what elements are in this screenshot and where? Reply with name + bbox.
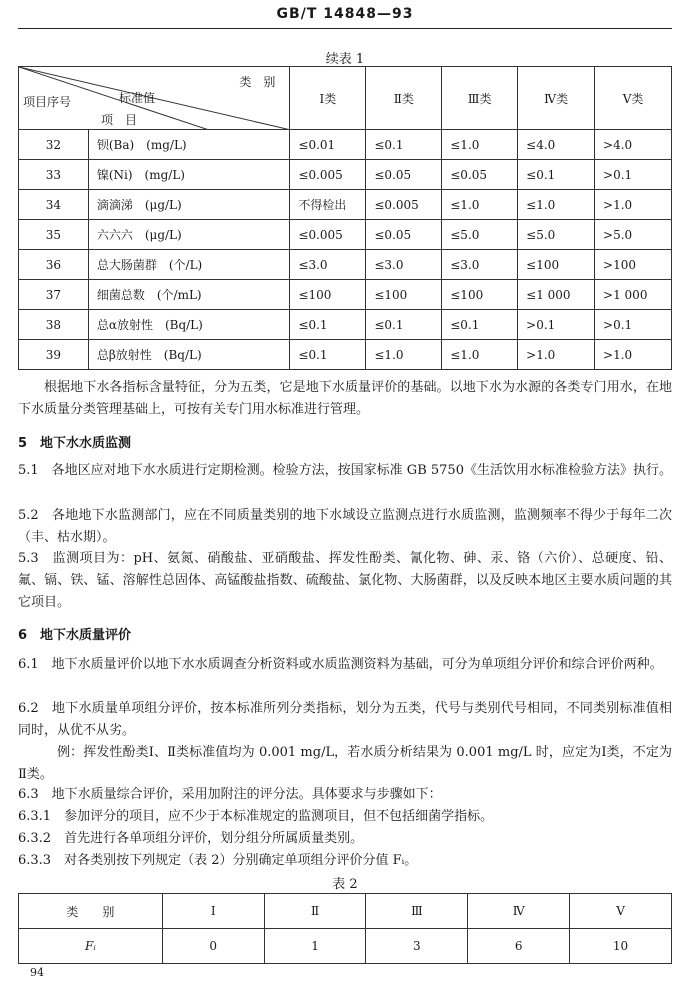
- item-name: 总β放射性 (Bq/L): [88, 340, 290, 370]
- category-3: Ⅲ: [366, 894, 468, 929]
- category-label: 类 别: [19, 894, 163, 929]
- value-class-4: ≤1 000: [518, 280, 595, 310]
- score-2: 1: [264, 929, 366, 964]
- row-number: 32: [19, 130, 89, 160]
- value-class-5: >0.1: [595, 160, 672, 190]
- class-header-1: Ⅰ类: [290, 67, 366, 130]
- page-number: 94: [30, 966, 44, 979]
- score-5: 10: [570, 929, 672, 964]
- clause-6-3: 6.3 地下水质量综合评价，采用加附注的评分法。具体要求与步骤如下：: [18, 787, 442, 802]
- row-number: 36: [19, 250, 89, 280]
- value-class-3: ≤0.05: [442, 160, 518, 190]
- value-class-5: >5.0: [595, 220, 672, 250]
- item-name: 钡(Ba) (mg/L): [88, 130, 290, 160]
- clause-5-3: 5.3 监测项目为：pH、氨氮、硝酸盐、亚硝酸盐、挥发性酚类、氰化物、砷、汞、铬（六价）、总硬度、铅、氟、镉、铁、锰、溶解性总固体、高锰酸盐指数、硫酸盐、氯化物、大肠菌群，以及反映本地区主要水质问题的其它项目。: [18, 551, 672, 610]
- value-class-3: ≤5.0: [442, 220, 518, 250]
- value-class-4: >0.1: [518, 310, 595, 340]
- intro-paragraph: 根据地下水各指标含量特征，分为五类，它是地下水质量评价的基础。以地下水为水源的各类专门用水，在地下水质量分类管理基础上，可按有关专门用水标准进行管理。: [18, 380, 672, 417]
- header-rule: [18, 28, 672, 29]
- value-class-5: >4.0: [595, 130, 672, 160]
- clause-6-3-1: 6.3.1 参加评分的项目，应不少于本标准规定的监测项目，但不包括细菌学指标。: [18, 809, 494, 824]
- value-class-3: ≤100: [442, 280, 518, 310]
- class-header-3: Ⅲ类: [442, 67, 518, 130]
- table-row: [19, 250, 672, 280]
- value-class-5: >1 000: [595, 280, 672, 310]
- value-class-1: ≤0.005: [290, 220, 366, 250]
- value-class-3: ≤1.0: [442, 130, 518, 160]
- value-class-3: ≤3.0: [442, 250, 518, 280]
- table-row: [19, 160, 672, 190]
- row-number: 34: [19, 190, 89, 220]
- value-class-1: 不得检出: [290, 190, 366, 220]
- table-row: [19, 190, 672, 220]
- clause-6-3-2: 6.3.2 首先进行各单项组分评价，划分组分所属质量类别。: [18, 831, 364, 846]
- value-class-4: ≤5.0: [518, 220, 595, 250]
- category-2: Ⅱ: [264, 894, 366, 929]
- item-name: 滴滴涕 (μg/L): [88, 190, 290, 220]
- category-4: Ⅳ: [468, 894, 570, 929]
- class-header-5: Ⅴ类: [595, 67, 672, 130]
- value-class-2: ≤0.005: [366, 190, 442, 220]
- value-class-2: ≤100: [366, 280, 442, 310]
- header-value-label: 标准值: [119, 91, 156, 105]
- score-table: [18, 893, 672, 964]
- score-4: 6: [468, 929, 570, 964]
- value-class-5: >1.0: [595, 190, 672, 220]
- table-row: [19, 340, 672, 370]
- header-category-label: 类 别: [239, 75, 276, 89]
- table-row: [19, 220, 672, 250]
- header-item-label: 项 目: [101, 113, 138, 127]
- score-1: 0: [162, 929, 264, 964]
- score-label: Fᵢ: [19, 929, 163, 964]
- table-row: [19, 310, 672, 340]
- table2-category-row: [19, 894, 672, 929]
- item-name: 细菌总数 (个/mL): [88, 280, 290, 310]
- item-name: 六六六 (μg/L): [88, 220, 290, 250]
- value-class-3: ≤0.1: [442, 310, 518, 340]
- row-number: 39: [19, 340, 89, 370]
- item-name: 总大肠菌群 (个/L): [88, 250, 290, 280]
- value-class-4: >1.0: [518, 340, 595, 370]
- value-class-2: ≤1.0: [366, 340, 442, 370]
- value-class-3: ≤1.0: [442, 340, 518, 370]
- table1-caption: 续表 1: [325, 52, 365, 67]
- value-class-5: >1.0: [595, 340, 672, 370]
- clause-5-2: 5.2 各地地下水监测部门，应在不同质量类别的地下水域设立监测点进行水质监测，监测频率不得少于每年二次（丰、枯水期）。: [18, 508, 672, 545]
- clause-6-2: 6.2 地下水质量单项组分评价，按本标准所列分类指标，划分为五类，代号与类别代号相同，不同类别标准值相同时，从优不从劣。: [18, 701, 672, 738]
- table2-score-row: [19, 929, 672, 964]
- value-class-5: >0.1: [595, 310, 672, 340]
- value-class-2: ≤3.0: [366, 250, 442, 280]
- table-row: [19, 130, 672, 160]
- section-5-title: 5 地下水水质监测: [18, 436, 132, 451]
- clause-6-2-example: 例：挥发性酚类Ⅰ、Ⅱ类标准值均为 0.001 mg/L，若水质分析结果为 0.001 mg/L 时，应定为Ⅰ类，不定为Ⅱ类。: [18, 745, 672, 782]
- value-class-4: ≤100: [518, 250, 595, 280]
- row-number: 35: [19, 220, 89, 250]
- standard-header: GB/T 14848—93: [276, 6, 414, 22]
- value-class-3: ≤1.0: [442, 190, 518, 220]
- score-3: 3: [366, 929, 468, 964]
- clause-6-3-3: 6.3.3 对各类别按下列规定（表 2）分别确定单项组分评价分值 Fᵢ。: [18, 853, 418, 868]
- class-header-4: Ⅳ类: [518, 67, 595, 130]
- value-class-1: ≤0.1: [290, 310, 366, 340]
- value-class-4: ≤0.1: [518, 160, 595, 190]
- row-number: 33: [19, 160, 89, 190]
- value-class-1: ≤3.0: [290, 250, 366, 280]
- value-class-4: ≤1.0: [518, 190, 595, 220]
- table-row: [19, 280, 672, 310]
- category-5: Ⅴ: [570, 894, 672, 929]
- value-class-1: ≤0.01: [290, 130, 366, 160]
- clause-5-1: 5.1 各地区应对地下水水质进行定期检测。检验方法，按国家标准 GB 5750《生活饮用水标准检验方法》执行。: [18, 463, 672, 478]
- value-class-2: ≤0.05: [366, 160, 442, 190]
- section-6-title: 6 地下水质量评价: [18, 628, 132, 643]
- value-class-1: ≤0.1: [290, 340, 366, 370]
- diagonal-header-cell: [19, 67, 290, 130]
- clause-6-1: 6.1 地下水质量评价以地下水水质调查分析资料或水质监测资料为基础，可分为单项组分评价和综合评价两种。: [18, 657, 663, 672]
- row-number: 38: [19, 310, 89, 340]
- category-1: Ⅰ: [162, 894, 264, 929]
- value-class-1: ≤0.005: [290, 160, 366, 190]
- value-class-2: ≤0.05: [366, 220, 442, 250]
- item-name: 镍(Ni) (mg/L): [88, 160, 290, 190]
- item-name: 总α放射性 (Bq/L): [88, 310, 290, 340]
- value-class-1: ≤100: [290, 280, 366, 310]
- table2-caption: 表 2: [332, 877, 358, 892]
- table1-header-row: [19, 67, 672, 130]
- value-class-4: ≤4.0: [518, 130, 595, 160]
- value-class-2: ≤0.1: [366, 130, 442, 160]
- class-header-2: Ⅱ类: [366, 67, 442, 130]
- row-number: 37: [19, 280, 89, 310]
- header-seq-label: 项目序号: [23, 95, 72, 109]
- value-class-2: ≤0.1: [366, 310, 442, 340]
- classification-table: [18, 66, 672, 370]
- value-class-5: >100: [595, 250, 672, 280]
